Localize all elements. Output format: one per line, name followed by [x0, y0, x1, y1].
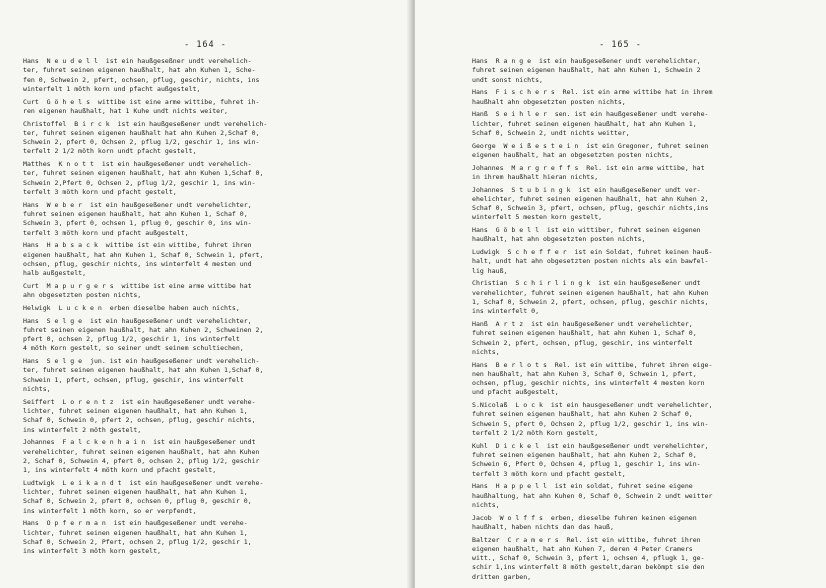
record-line: verehelichter, fuhret seinen eigenen haußhalt, hat ahn Kuhen	[472, 288, 709, 297]
record-line: Hans W e b e r ist ein haußgeseßener undt verehelichter,	[23, 200, 252, 209]
record-line: eigenen haußhalt, hat ahn Kuhen 7, deren 4 Peter Cramers	[472, 544, 693, 553]
record-line: winterfelt 5 mesten korn gestelt,	[472, 213, 603, 222]
record-line: ins winterfelt 0,	[472, 307, 540, 316]
record-line: fuhret seinen eigenen haußhalt, hat ahn Kuhen 1, Schwein 2	[472, 66, 701, 75]
record-line: Jacob W o l f f s erben, dieselbe fuhren keinen eigenen	[472, 513, 697, 522]
record-line: Schwein 2, pfert, ochsen, pflug, geschir, ins winterfelt	[472, 338, 693, 347]
record-line: Matthes K n o t t ist ein haußgeseßener undt verehelich-	[23, 160, 252, 169]
record-line: fen 0, Schwein 2, pfert, ochsen, pflug, geschir, nichts, ins	[23, 75, 260, 84]
record-entry	[472, 57, 817, 85]
record-line: 2, Schaf 0, Schwein 4, pfert 0, ochsen 2, pflug 1/2, geschir	[23, 456, 260, 465]
record-line: Christian S c h i r l i n g k ist ein haußgeseßener undt	[472, 279, 701, 288]
record-entry	[472, 514, 817, 533]
record-line: Schwein 2, pfert 0, Ochsen 2, pflug 1/2, geschir 1, ins win-	[23, 138, 260, 147]
record-line: ren eigenen haußhalt, hat 1 Kuhe undt nichts weiter,	[23, 106, 228, 115]
record-entry	[472, 536, 817, 582]
record-line: ahn obgesetzten posten nichts,	[23, 291, 142, 300]
page-number-right: - 165 -	[599, 40, 642, 50]
record-entry	[472, 186, 817, 223]
record-line: ins winterfelt 1 möth korn, so er verpfendt,	[23, 506, 197, 515]
record-line: ins winterfelt 2 möth gestelt,	[23, 425, 142, 434]
record-line: ter, fuhret seinen eigenen haußhalt, hat ahn Kuhen 1,Schaf 0,	[23, 366, 264, 375]
record-line: Schwein 6, Pfert 0, Ochsen 4, pflug 1, geschir 1, ins win-	[472, 460, 701, 469]
record-line: Schaf 0, Schwein 2, pfert 0, ochsen 0, pflug 0, geschir 0,	[23, 497, 252, 506]
record-line: Hans N e u d e l l ist ein haußgeseßner undt verehelich-	[23, 57, 252, 65]
record-line: ochsen, pflug, geschir nichts, ins winterfelt 4 mesten und	[23, 259, 252, 268]
record-line: terfelt 2 1/2 möth Korn gestelt,	[472, 428, 599, 437]
record-entry	[472, 320, 817, 357]
left-page	[0, 0, 411, 588]
record-line: haußhaltung, hat ahn Kuhen 0, Schaf 0, Schwein 2 undt weitter	[472, 491, 713, 500]
record-entry	[23, 304, 401, 313]
record-line: lichter, fuhret seinen eigenen haußhalt, hat ahn Kuhen 1,	[23, 488, 248, 497]
record-line: fuhret seinen eigenen haußhalt, hat ahn Kuhen 1, Schaf 0,	[472, 329, 697, 338]
right-page	[415, 0, 826, 588]
record-line: nen haußhalt, hat ahn Kuhen 3, Schaf 0, Schwein 1, pfert,	[472, 369, 697, 378]
record-entry	[23, 201, 401, 238]
record-line: und pfacht außgestelt,	[472, 388, 559, 397]
record-line: dritten garben,	[472, 572, 532, 581]
record-entry	[23, 57, 401, 94]
record-line: Schaf 0, Schwein 0, pfert 2, ochsen, pflug, geschir nichts,	[23, 416, 256, 425]
record-line: Schaf 0, Schwein 3, pfert, ochsen, pflug, geschir nichts,ins	[472, 204, 709, 213]
record-line: Johannes S t u b i n g k ist ein haußgeseßener undt ver-	[472, 185, 701, 194]
record-line: Hans G ö b e l l ist ein wittiber, fuhret seinen eigenen	[472, 226, 701, 235]
record-line: fuhret seinen eigenen haußhalt, hat ahn Kuhen 2, Schweinen 2,	[23, 325, 264, 334]
record-line: Ludwigk S c h e f f e r ist ein Soldat, fuhret keinen hauß-	[472, 248, 713, 257]
record-entry	[472, 279, 817, 316]
record-line: nichts,	[23, 385, 51, 394]
record-line: lichter, fuhret seinen eigenen haußhalt, hat ahn Kuhen 1,	[23, 407, 248, 415]
record-line: eigenen haußhalt, hat an obgesetzten posten nichts,	[472, 150, 674, 159]
record-line: terfelt 2 1/2 möth korn undt pfacht gestelt,	[23, 147, 197, 156]
record-entry	[472, 442, 817, 479]
record-line: terfelt 3 möth korn und pfacht außgestelt,	[23, 228, 189, 237]
record-line: Hans F i s c h e r s Rel. ist ein arme wittibe hat in ihrem	[472, 88, 713, 97]
record-line: haußhalt, hat ahn obgesetzten posten nichts,	[472, 235, 646, 244]
record-line: nichts,	[472, 500, 500, 509]
record-line: Kuhl D i c k e l ist ein haußgeseßener undt verehelichter,	[472, 441, 709, 450]
record-line: haußhalt ahn obgesetzten posten nichts,	[472, 97, 626, 106]
record-entry	[472, 226, 817, 245]
record-line: Hans S e l g e jun. ist ein haußgeseßener undt verehelich-	[23, 357, 260, 366]
record-line: fuhret seinen eigenen haußhalt, hat ahn Kuhen 1, Schaf 0,	[23, 210, 248, 219]
record-line: Hanß A r t z ist ein haußgeseßener undt verehelichter,	[472, 319, 693, 328]
record-line: Hans O p f e r m a n ist ein haußgeseßener undt verehe-	[23, 519, 248, 528]
record-line: Baltzer C r a m e r s Rel. ist ein wittibe, fuhret ihren	[472, 535, 701, 544]
record-entry	[23, 282, 401, 301]
record-line: halt, undt hat ahn obgesetzten posten nichts als ein bawfel-	[472, 257, 709, 266]
record-line: terfelt 3 möth korn und pfacht gestelt,	[472, 469, 626, 478]
record-line: lig hauß,	[472, 266, 508, 275]
record-line: haußhalt, haben nichts dan das hauß,	[472, 522, 614, 531]
record-entry	[23, 98, 401, 117]
record-line: eigenen haußhalt, hat ahn Kuhen 1, Schaf 0, Schwein 1, pfert,	[23, 250, 264, 259]
record-line: Curt M a p u r g e r s wittibe ist eine arme wittibe hat	[23, 281, 252, 290]
record-line: ter, fuhret seinen eigenen haußhalt hat ahn Kuhen 2,Schaf 0,	[23, 128, 260, 137]
record-line: witt., Schaf 0, Schwein 3, pfert 1, ochsen 4, pflugk 1, ge-	[472, 554, 705, 563]
record-entry	[472, 361, 817, 398]
record-entry	[472, 164, 817, 183]
record-entry	[472, 482, 817, 510]
record-line: 4 möth Korn gestelt, so seiner undt seinem schultiechen,	[23, 344, 244, 353]
record-line: Christoffel B i r c k ist ein haußgeseßener undt verehelich-	[23, 119, 268, 128]
record-line: S.Nicolaß L o c k ist ein hausgeseßener undt verehelichter,	[472, 401, 713, 410]
record-entry	[23, 479, 401, 516]
record-line: Hans R a n g e ist ein haußgeseßener undt verehelichter,	[472, 57, 701, 65]
record-line: Hans H a b s a c k wittibe ist ein wittibe, fuhret ihren	[23, 241, 252, 250]
record-entry	[23, 241, 401, 278]
record-entry	[472, 142, 817, 161]
record-line: ins winterfelt 3 möth korn gestelt,	[23, 547, 161, 556]
record-entry	[23, 519, 401, 556]
record-line: terfelt 3 möth korn und pfacht gestelt,	[23, 188, 177, 197]
record-line: Johannes M a r g r e f f s Rel. ist ein arme wittibe, hat	[472, 163, 705, 172]
record-entry	[23, 357, 401, 394]
record-line: schir 1,ins winterfelt 8 möth gestelt,daran bekömpt sie den	[472, 563, 705, 572]
record-line: halb außgestelt,	[23, 269, 87, 278]
record-entry	[472, 110, 817, 138]
left-page-entries	[23, 57, 401, 560]
record-line: 1, ins winterfelt 4 möth korn und pfacht gestelt,	[23, 466, 217, 475]
right-page-entries	[472, 57, 817, 585]
record-line: Hans S e l g e ist ein haußgeseßener undt verehelichter,	[23, 316, 252, 325]
record-line: 1, Schaf 0, Schwein 2, pfert, ochsen, pflug, geschir nichts,	[472, 297, 709, 306]
record-line: lichter, fuhret seinen eigenen haußhalt, hat ahn Kuhen 1,	[472, 119, 697, 128]
record-line: Schwein 2,Pfert 0, Ochsen 2, pflug 1/2, geschir 1, ins win-	[23, 178, 256, 187]
record-entry	[23, 120, 401, 157]
record-line: ochsen, pflug, geschir nichts, ins winterfelt 4 mesten korn	[472, 379, 705, 388]
record-entry	[472, 88, 817, 107]
record-line: Schwein 3, pfert 0, ochsen 1, pflug 0, geschir 0, ins win-	[23, 219, 252, 228]
record-line: ter, fuhret seinen eigenen haußhalt, hat ahn Kuhen 1, Sche-	[23, 66, 256, 75]
record-line: Schaf 0, Schwein 2, undt nichts weitter,	[472, 128, 630, 137]
record-line: George W e i ß e s t e i n ist ein Gregoner, fuhret seinen	[472, 141, 709, 150]
record-line: winterfelt 1 möth korn und pfacht außgestelt,	[23, 84, 201, 93]
record-line: undt sonst nichts,	[472, 75, 543, 84]
record-line: pfert 0, ochsen 2, pflug 1/2, geschir 1, ins winterfelt	[23, 335, 240, 344]
record-line: nichts,	[472, 347, 500, 356]
record-line: in ihrem haußhalt hieran nichts,	[472, 172, 599, 181]
record-line: lichter, fuhret seinen eigenen haußhalt, hat ahn Kuhen 1,	[23, 528, 248, 537]
record-entry	[23, 438, 401, 475]
record-line: Johannes F a l c k e n h a i n ist ein haußgeseßener undt	[23, 438, 256, 447]
record-line: Ludtwigk L e i k a n d t ist ein haußgeseßener undt verehe-	[23, 478, 264, 487]
record-entry	[472, 248, 817, 276]
record-line: fuhret seinen eigenen haußhalt, hat ahn Kuhen 2 Schaf 0,	[472, 410, 693, 419]
record-entry	[23, 317, 401, 354]
record-line: Hans H a p p e l l ist ein soldat, fuhret seine eigene	[472, 482, 693, 491]
record-line: fuhret seinen eigenen haußhalt, hat ahn Kuhen 2, Schaf 0,	[472, 450, 697, 459]
record-line: ehelichter, fuhret seinen eigenen haußhalt, hat ahn Kuhen 2,	[472, 194, 709, 203]
record-line: Helwigk L u c k e n erben dieselbe haben auch nichts,	[23, 303, 240, 312]
record-line: Schwein 5, pfert 0, Ochsen 2, pflug 1/2, geschir 1, ins win-	[472, 419, 709, 428]
record-line: Schaf 0, Schwein 2, Pfert, ochsen 2, pflug 1/2, geschir 1,	[23, 538, 252, 547]
record-line: verehelichter, fuhret seinen eigenen haußhalt, hat ahn Kuhen	[23, 447, 260, 456]
record-entry	[23, 398, 401, 435]
record-line: Schwein 1, pfert, ochsen, pflug, geschir, ins winterfelt	[23, 375, 244, 384]
record-line: Seiffert L o r e n t z ist ein haußgeseßener undt verehe-	[23, 397, 256, 406]
record-line: Hans B e r l o t s Rel. ist ein wittibe, fuhret ihren eige-	[472, 360, 713, 369]
record-line: Curt G ö h e l s wittibe ist eine arme wittibe, fuhret ih-	[23, 97, 260, 106]
record-line: ter, fuhret seinen eigenen haußhalt, hat ahn Kuhen 1,Schaf 0,	[23, 169, 264, 178]
page-number-left: - 164 -	[184, 40, 227, 50]
record-line: Hanß S e i h l e r sen. ist ein haußgeseßener undt verehe-	[472, 110, 709, 119]
record-entry	[472, 401, 817, 438]
record-entry	[23, 160, 401, 197]
